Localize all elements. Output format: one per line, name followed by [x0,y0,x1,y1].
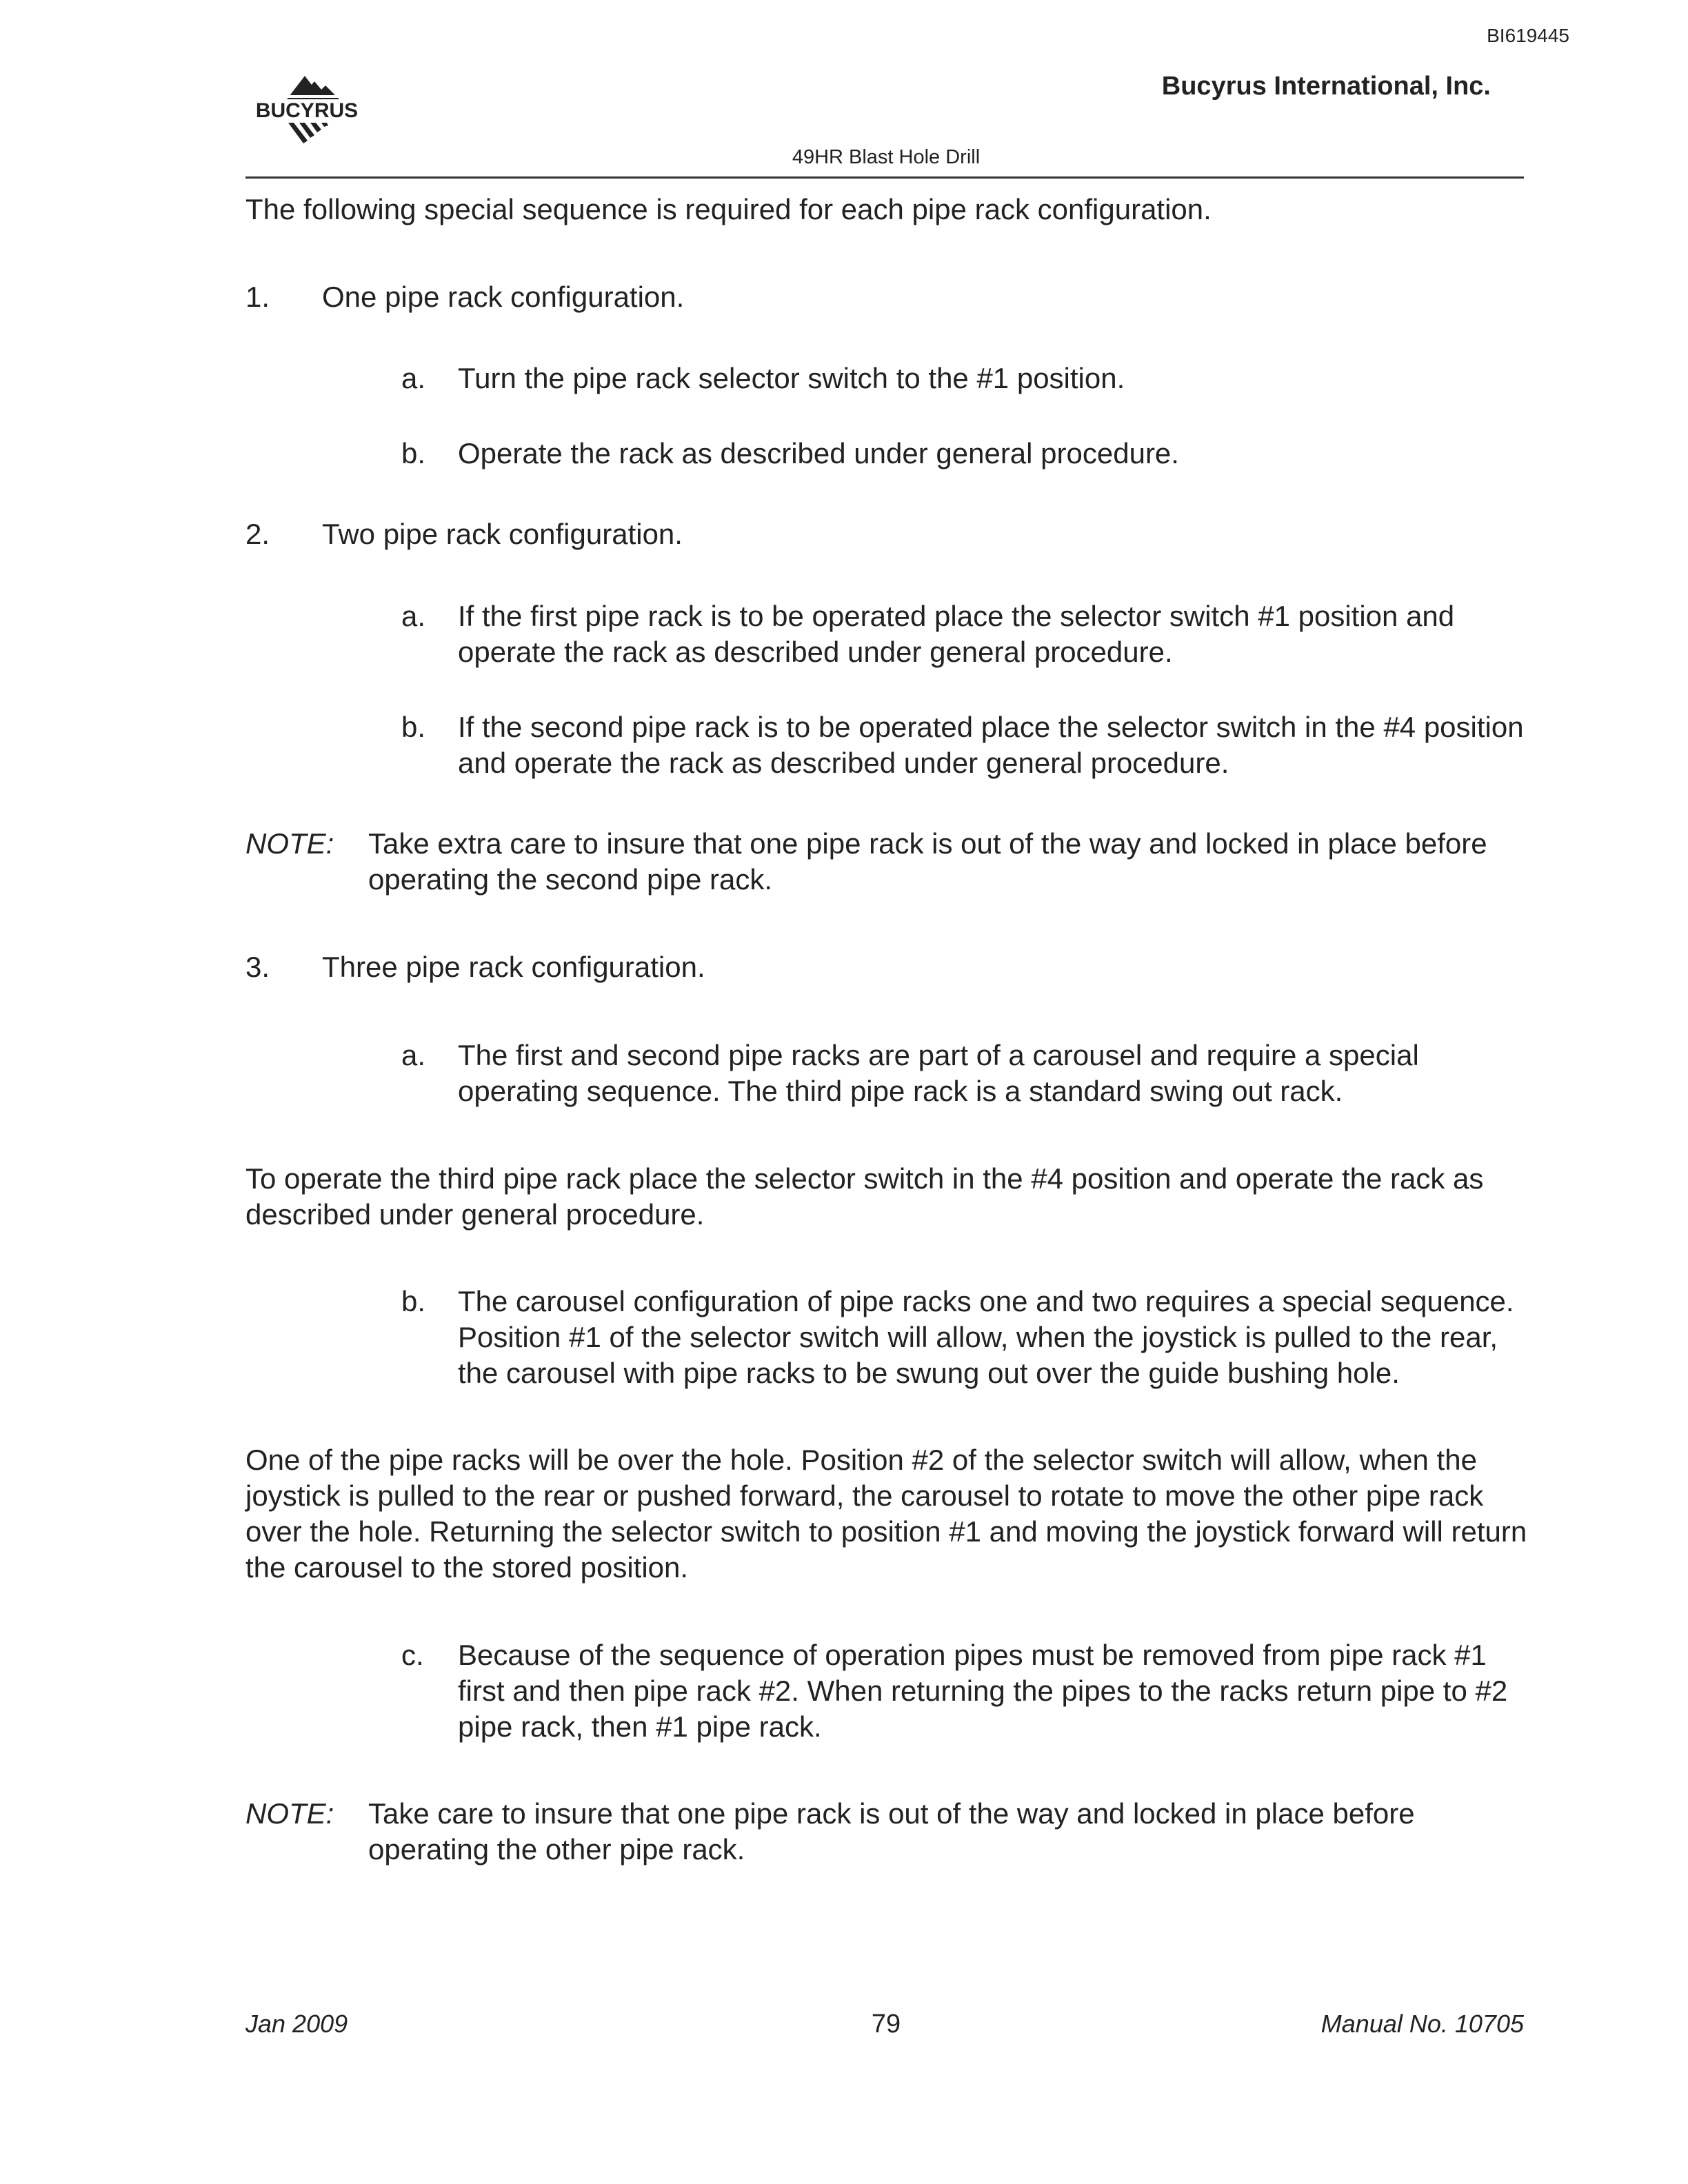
document-id: BI619445 [1487,25,1569,46]
item-number: 2. [245,518,270,550]
item-heading: One pipe rack configuration. [322,281,685,313]
item-heading: Three pipe rack configuration. [322,951,705,983]
note-text: Take extra care to insure that one pipe rack is out of the way and locked in place before operating the second pipe rack. [368,827,1487,896]
subitem-text: The first and second pipe racks are part of a carousel and require a special operating sequence. The third pipe rack is a standard swing out rack. [458,1039,1419,1107]
subitem-letter: c. [401,1639,424,1671]
subitem-text: Turn the pipe rack selector switch to the #1 position. [458,362,1125,394]
subitem-text: Because of the sequence of operation pipes must be removed from pipe rack #1 first and then pipe rack #2. When returning the pipes to the racks return pipe to #2 pipe rack, then #1 pipe rack. [458,1639,1508,1743]
note-text: Take care to insure that one pipe rack is out of the way and locked in place before operating the other pipe rack. [368,1797,1415,1866]
subitem-letter: a. [401,362,426,394]
subitem-text: Operate the rack as described under general procedure. [458,437,1179,469]
intro-paragraph: The following special sequence is required for each pipe rack configuration. [245,193,1212,225]
subitem-text: If the first pipe rack is to be operated place the selector switch #1 position and operate the rack as described under general procedure. [458,600,1455,668]
document-subtitle: 49HR Blast Hole Drill [792,146,981,168]
bucyrus-logo [245,72,368,148]
company-name: Bucyrus International, Inc. [1161,72,1491,101]
subitem-letter: b. [401,437,426,469]
header-divider [245,176,1524,179]
body-paragraph: One of the pipe racks will be over the hole. Position #2 of the selector switch will allow, when the joystick is pulled to the rear or pushed forward, the carousel to rotate to move the other pipe rack over the hole. Returning the selector switch to position #1 and moving the joystick forward will return the carousel to the stored position. [245,1444,1527,1584]
body-paragraph: To operate the third pipe rack place the selector switch in the #4 position and operate the rack as described under general procedure. [245,1162,1484,1231]
subitem-text: The carousel configuration of pipe racks one and two requires a special sequence. Position #1 of the selector switch will allow, when the joystick is pulled to the rear, the carousel with pipe racks to be swung out over the guide bushing hole. [458,1285,1514,1389]
footer-date: Jan 2009 [245,2010,348,2038]
subitem-text: If the second pipe rack is to be operated place the selector switch in the #4 position and operate the rack as described under general procedure. [458,711,1524,779]
logo-wordmark: BUCYRUS [255,99,359,122]
item-number: 3. [245,951,270,983]
item-number: 1. [245,281,270,313]
page-number: 79 [871,2010,901,2039]
subitem-letter: b. [401,711,426,743]
item-heading: Two pipe rack configuration. [322,518,683,550]
subitem-letter: a. [401,600,426,632]
subitem-letter: a. [401,1039,426,1071]
subitem-letter: b. [401,1285,426,1317]
note-label: NOTE: [245,827,334,860]
manual-number: Manual No. 10705 [1320,2010,1524,2038]
note-label: NOTE: [245,1797,334,1830]
